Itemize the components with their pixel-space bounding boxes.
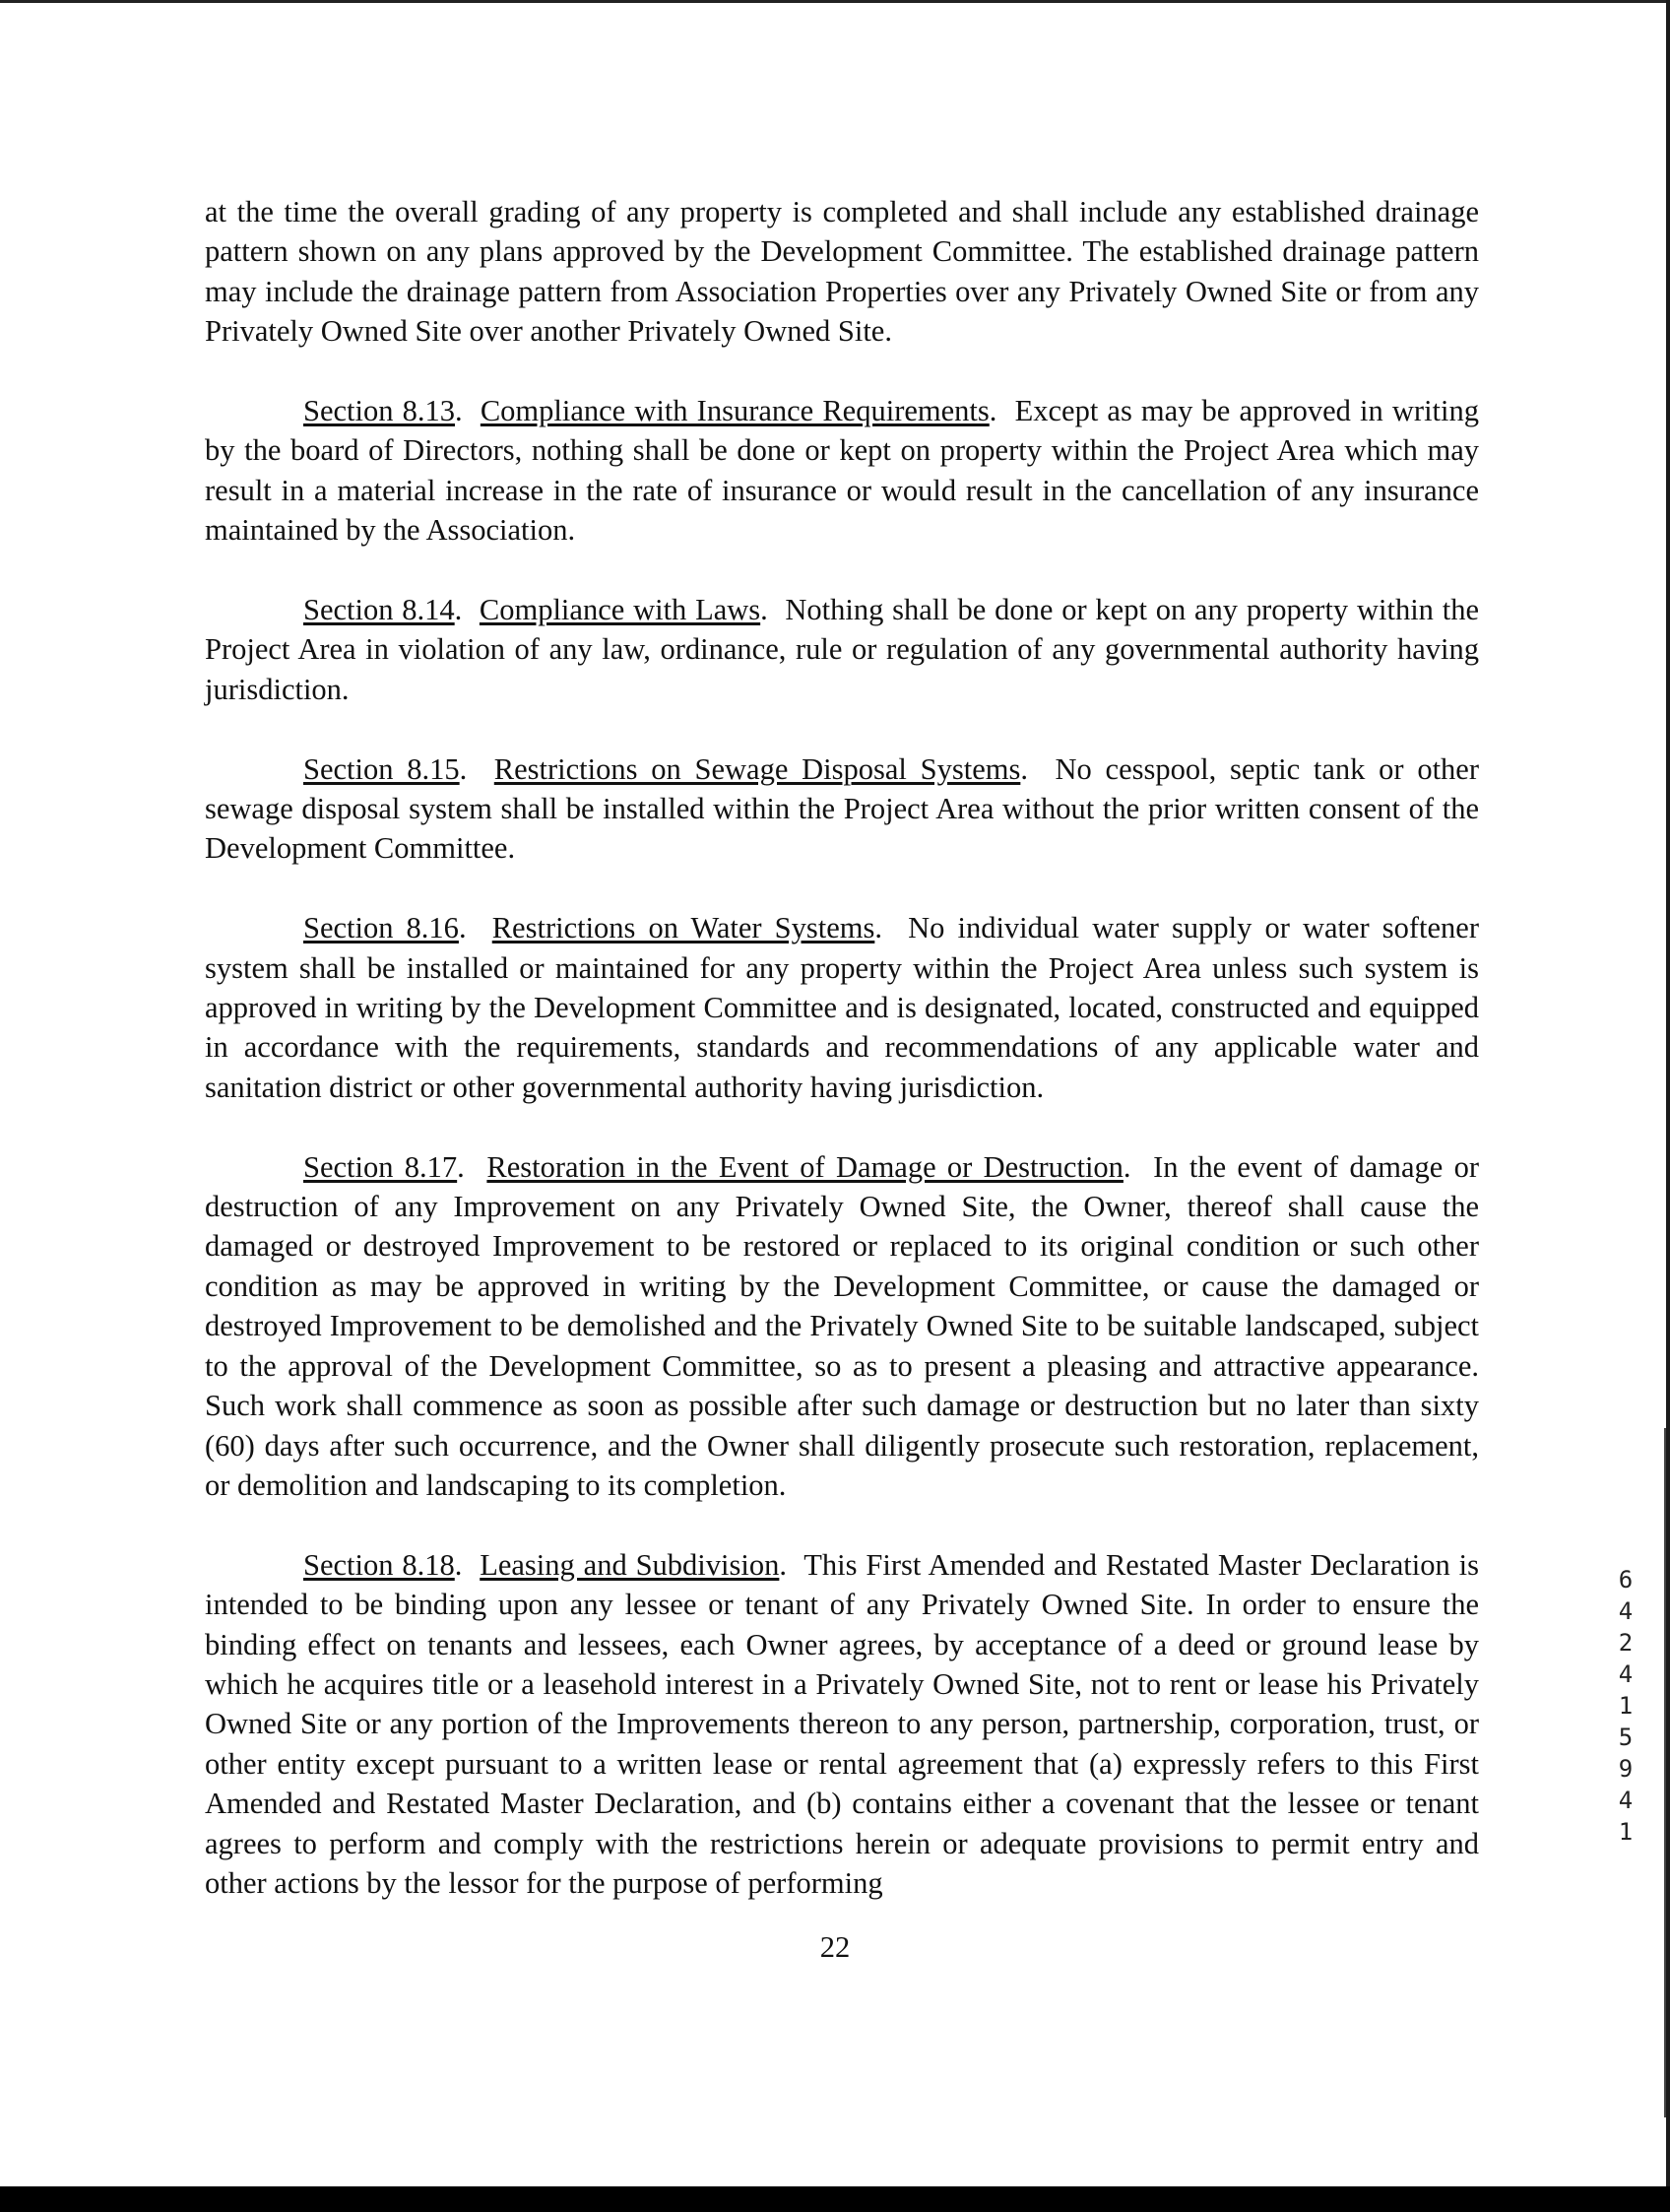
section-text: No individual water supply or water softener system shall be installed or maintained for any property within the Project Area unless such system is approved in writing by the Development Committee and is designated, located, constructed and equipped in accordance with the requirements, standards and recommendations of any applicable water and sanitation district or other governmental authority having jurisdiction. bbox=[205, 911, 1479, 1104]
section-title: Compliance with Insurance Requirements bbox=[480, 394, 990, 428]
section-title: Compliance with Laws bbox=[479, 593, 761, 627]
section-number: Section 8.13 bbox=[303, 394, 455, 428]
section-8-18: Section 8.18. Leasing and Subdivision. This First Amended and Restated Master Declaration is intended to be binding upon any lessee or tenant of any Privately Owned Site. In order to ensure the binding effect on tenants and lessees, each Owner agrees, by acceptance of a deed or ground lease by which he acquires title or a leasehold interest in a Privately Owned Site, not to rent or lease his Privately Owned Site or any portion of the Improvements thereon to any person, partnership, corporation, trust, or other entity except pursuant to a written lease or rental agreement that (a) expressly refers to this First Amended and Restated Master Declaration, and (b) contains either a covenant that the lessee or tenant agrees to perform and comply with the restrictions herein or adequate provisions to permit entry and other actions by the lessor for the purpose of performing bbox=[205, 1547, 1479, 1900]
section-text: This First Amended and Restated Master Declaration is intended to be binding upon any lessee or tenant of any Privately Owned Site. In order to ensure the binding effect on tenants and lessees, each Owner agrees, by acceptance of a deed or ground lease by which he acquires title or a leasehold interest in a Privately Owned Site, not to rent or lease his Privately Owned Site or any portion of the Improvements thereon to any person, partnership, corporation, trust, or other entity except pursuant to a written lease or rental agreement that (a) expressly refers to this First Amended and Restated Master Declaration, and (b) contains either a covenant that the lessee or tenant agrees to perform and comply with the restrictions herein or adequate provisions to permit entry and other actions by the lessor for the purpose of performing bbox=[205, 1547, 1479, 1900]
section-text: Except as may be approved in writing by the board of Directors, nothing shall be done or kept on property within the Project Area which may result in a material increase in the rate of insurance or would result in the cancellation of any insurance maintained by the Association. bbox=[205, 394, 1479, 548]
section-text: In the event of damage or destruction of any Improvement on any Privately Owned Site, the Owner, thereof shall cause the damaged or destroyed Improvement to be restored or replaced to its original condition or such other condition as may be approved in writing by the Development Committee, or cause the damaged or destroyed Improvement to be demolished and the Privately Owned Site to be suitable landscaped, subject to the approval of the Development Committee, so as to present a pleasing and attractive appearance. Such work shall commence as soon as possible after such damage or destruction but no later than sixty (60) days after such occurrence, and the Owner shall diligently prosecute such restoration, replacement, or demolition and landscaping to its completion. bbox=[205, 1149, 1479, 1502]
section-8-13: Section 8.13. Compliance with Insurance Requirements. Except as may be approved in writing by the board of Directors, nothing shall be done or kept on property within the Project Area which may result in a material increase in the rate of insurance or would result in the cancellation of any insurance maintained by the Association. bbox=[205, 394, 1479, 548]
section-8-15: Section 8.15. Restrictions on Sewage Disposal Systems. No cesspool, septic tank or other sewage disposal system shall be installed within the Project Area without the prior written consent of the Development Committee. bbox=[205, 751, 1479, 866]
section-text: Nothing shall be done or kept on any property within the Project Area in violation of any law, ordinance, rule or regulation of any governmental authority having jurisdiction. bbox=[205, 593, 1479, 706]
section-number: Section 8.18 bbox=[303, 1547, 455, 1582]
page-number: 22 bbox=[819, 1930, 851, 1964]
section-text: No cesspool, septic tank or other sewage disposal system shall be installed within the Project Area without the prior written consent of the Development Committee. bbox=[205, 751, 1479, 866]
section-title: Leasing and Subdivision bbox=[480, 1547, 780, 1582]
section-title: Restoration in the Event of Damage or Destruction bbox=[486, 1149, 1124, 1184]
section-number: Section 8.17 bbox=[303, 1149, 458, 1184]
document-body bbox=[205, 192, 1479, 1943]
intro-paragraph: at the time the overall grading of any property is completed and shall include any established drainage pattern shown on any plans approved by the Development Committee. The established drainage pattern may include the drainage pattern from Association Properties over any Privately Owned Site or from any Privately Owned Site over another Privately Owned Site. bbox=[205, 195, 1479, 349]
scan-edge-right-inner bbox=[1664, 1428, 1666, 2117]
section-number: Section 8.16 bbox=[303, 911, 459, 945]
scan-edge-bottom bbox=[0, 2186, 1670, 2212]
scan-edge-right bbox=[1666, 0, 1670, 2212]
recording-stamp: 6424 1594 1 bbox=[1618, 1566, 1634, 1846]
section-8-17: Section 8.17. Restoration in the Event of Damage or Destruction. In the event of damage or destruction of any Improvement on any Privately Owned Site, the Owner, thereof shall cause the damaged or destroyed Improvement to be restored or replaced to its original condition or such other condition as may be approved in writing by the Development Committee, or cause the damaged or destroyed Improvement to be demolished and the Privately Owned Site to be suitable landscaped, subject to the approval of the Development Committee, so as to present a pleasing and attractive appearance. Such work shall commence as soon as possible after such damage or destruction but no later than sixty (60) days after such occurrence, and the Owner shall diligently prosecute such restoration, replacement, or demolition and landscaping to its completion. bbox=[205, 1149, 1479, 1502]
section-8-14: Section 8.14. Compliance with Laws. Nothing shall be done or kept on any property within the Project Area in violation of any law, ordinance, rule or regulation of any governmental authority having jurisdiction. bbox=[205, 593, 1479, 706]
section-8-16: Section 8.16. Restrictions on Water Systems. No individual water supply or water softener system shall be installed or maintained for any property within the Project Area unless such system is approved in writing by the Development Committee and is designated, located, constructed and equipped in accordance with the requirements, standards and recommendations of any applicable water and sanitation district or other governmental authority having jurisdiction. bbox=[205, 911, 1479, 1104]
section-number: Section 8.15 bbox=[303, 751, 460, 786]
section-title: Restrictions on Sewage Disposal Systems bbox=[493, 751, 1021, 786]
section-title: Restrictions on Water Systems bbox=[491, 911, 875, 945]
section-number: Section 8.14 bbox=[303, 593, 455, 627]
scan-edge-top bbox=[0, 0, 1670, 3]
